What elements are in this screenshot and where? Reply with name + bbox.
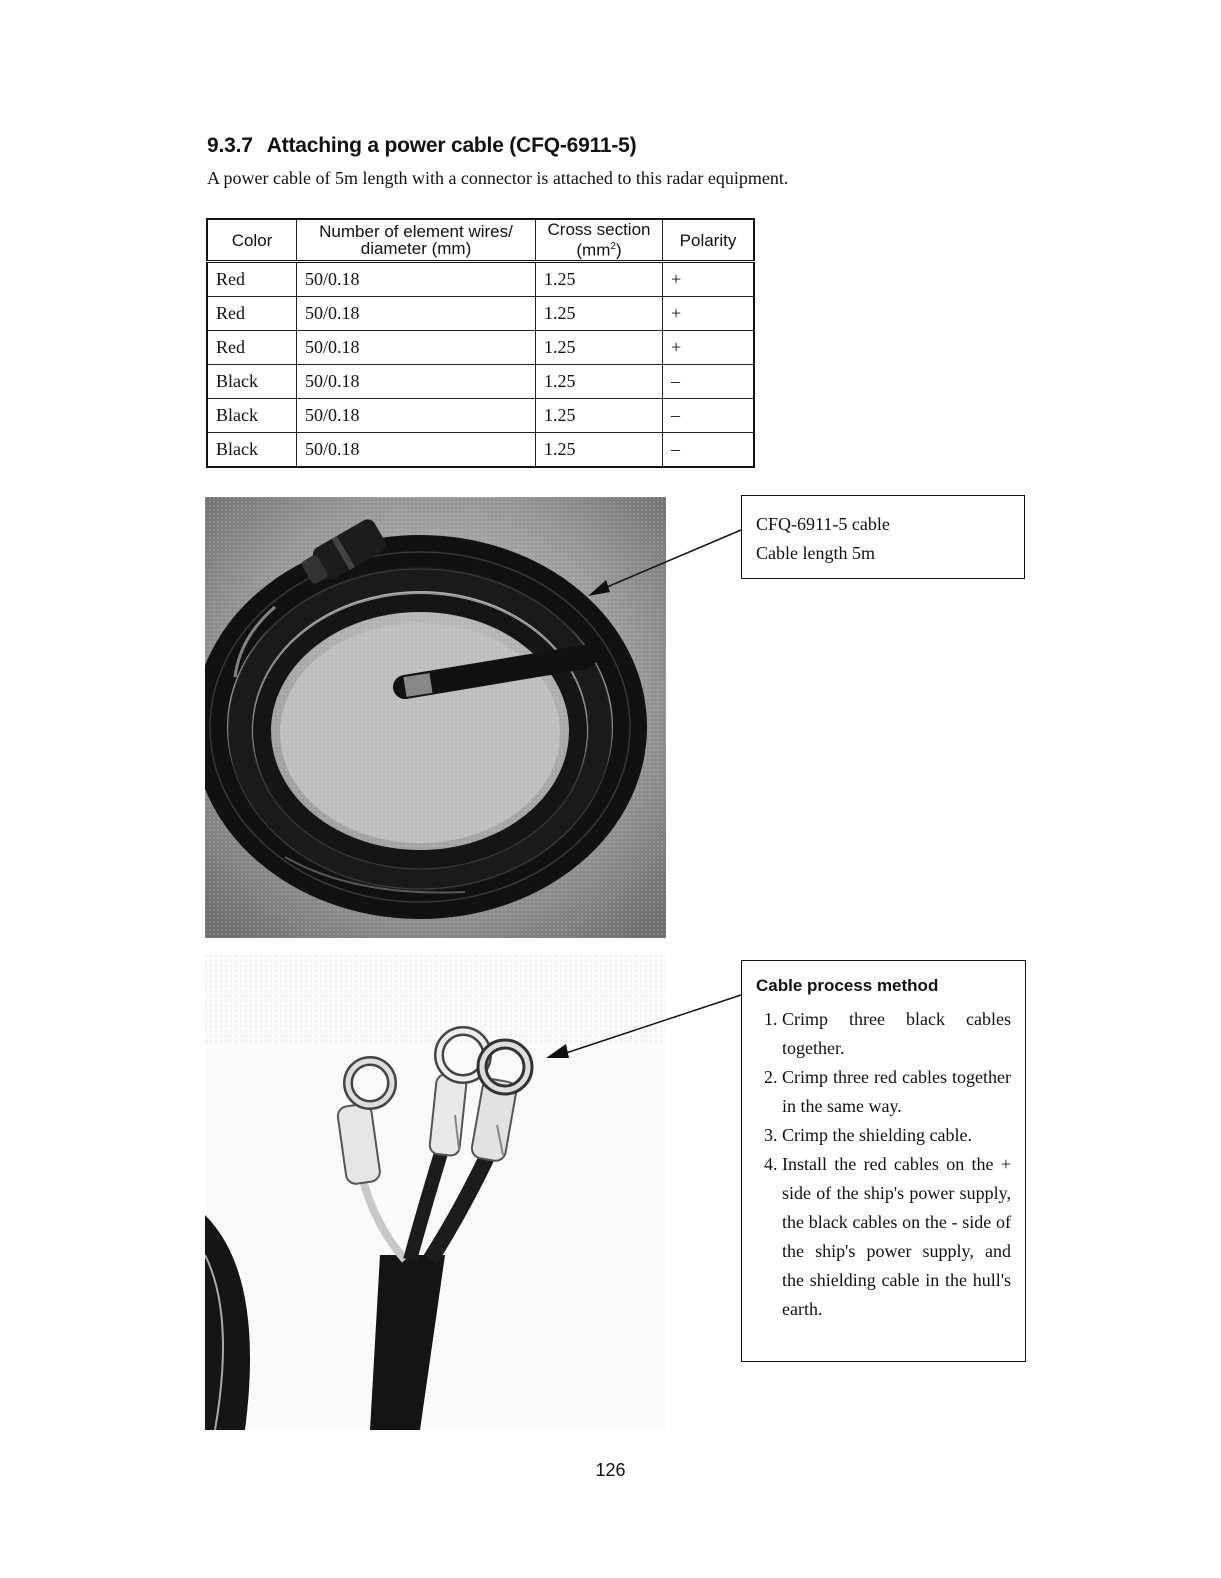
process-steps — [756, 1005, 1011, 1324]
process-title: Cable process method — [756, 976, 939, 995]
cell-polarity: + — [663, 331, 755, 365]
cable-callout — [741, 495, 1025, 579]
header-wires: Number of element wires/ diameter (mm) — [297, 219, 536, 262]
header-cross-section-close: ) — [615, 240, 622, 260]
cell-cross: 1.25 — [536, 297, 663, 331]
cell-wires: 50/0.18 — [297, 399, 536, 433]
cell-polarity: – — [663, 399, 755, 433]
list-item: 1. Crimp three black cables together. — [782, 1005, 1011, 1063]
cell-wires: 50/0.18 — [297, 297, 536, 331]
intro-text: A power cable of 5m length with a connector is attached to this radar equipment. — [207, 168, 789, 188]
cell-wires: 50/0.18 — [297, 365, 536, 399]
cable-callout-line1: CFQ-6911-5 cable — [756, 514, 890, 534]
cell-cross: 1.25 — [536, 262, 663, 297]
cell-polarity: – — [663, 365, 755, 399]
process-callout — [741, 960, 1026, 1362]
page-number: 126 — [595, 1460, 626, 1480]
list-item: 2. Crimp three red cables together in the same way. — [782, 1063, 1011, 1121]
section-title: Attaching a power cable (CFQ-6911-5) — [266, 134, 637, 157]
header-color: Color — [207, 219, 297, 262]
cell-polarity: – — [663, 433, 755, 468]
cable-callout-line2: Cable length 5m — [756, 543, 875, 563]
section-number: 9.3.7 — [207, 134, 253, 157]
cell-cross: 1.25 — [536, 399, 663, 433]
list-item: 4. Install the red cables on the + side of the ship's power supply, the black cables on the - side of the ship's power supply, and the shielding cable in the hull's earth. — [782, 1150, 1011, 1324]
header-cross-section-unit: (mm — [576, 240, 611, 260]
cell-wires: 50/0.18 — [297, 433, 536, 468]
cell-cross: 1.25 — [536, 331, 663, 365]
arrow-head-icon — [546, 1044, 569, 1058]
cell-wires: 50/0.18 — [297, 262, 536, 297]
cell-cross: 1.25 — [536, 433, 663, 468]
cell-color: Black — [207, 433, 297, 468]
cell-color: Red — [207, 262, 297, 297]
cell-polarity: + — [663, 297, 755, 331]
cell-color: Red — [207, 297, 297, 331]
arrow-head-icon — [588, 580, 610, 596]
cell-color: Red — [207, 331, 297, 365]
cell-cross: 1.25 — [536, 365, 663, 399]
header-cross-section-label: Cross section — [547, 220, 651, 240]
cell-color: Black — [207, 365, 297, 399]
header-polarity: Polarity — [663, 219, 755, 262]
cell-polarity: + — [663, 262, 755, 297]
cell-color: Black — [207, 399, 297, 433]
list-item: 3. Crimp the shielding cable. — [782, 1121, 1011, 1150]
header-cross-section-sup: 2 — [610, 241, 616, 253]
cell-wires: 50/0.18 — [297, 331, 536, 365]
